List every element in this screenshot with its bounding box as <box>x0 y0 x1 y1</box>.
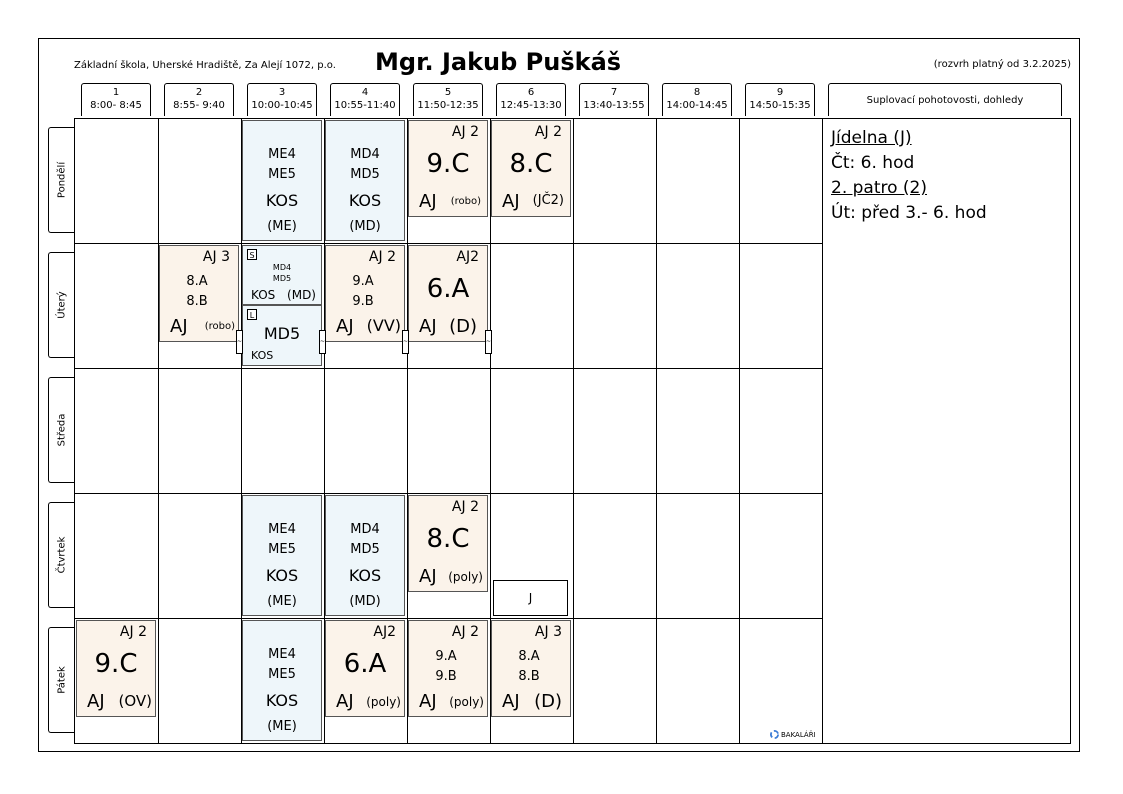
duty-slot-j[interactable]: J <box>493 580 568 616</box>
lesson-group-1: 8.A <box>186 274 208 289</box>
bakalari-logo-icon <box>770 730 779 739</box>
grid-line <box>656 119 657 743</box>
lesson-group: MD5 <box>263 324 301 343</box>
lesson-subject: AJ <box>502 191 520 212</box>
lesson-card[interactable] <box>408 620 488 717</box>
period-number: 8 <box>693 87 701 98</box>
day-header-thursday <box>48 502 74 608</box>
lesson-class: 9.C <box>94 649 138 679</box>
lesson-subject: AJ <box>419 191 437 212</box>
period-time: 12:45-13:30 <box>500 100 562 111</box>
period-header-2 <box>164 83 234 116</box>
lesson-teacher: (JČ2) <box>532 193 564 208</box>
grid-line <box>573 119 574 743</box>
lesson-group-2: MD5 <box>350 167 380 182</box>
drag-handle[interactable]: ~ <box>236 330 243 354</box>
lesson-group-2: 9.B <box>352 294 374 309</box>
grid-line <box>822 119 823 743</box>
period-time: 8:55- 9:40 <box>173 100 225 111</box>
lesson-card[interactable] <box>491 120 571 217</box>
lesson-card[interactable] <box>242 120 322 241</box>
lesson-class: 6.A <box>343 649 387 679</box>
lesson-room: AJ 2 <box>451 124 479 140</box>
lesson-room: AJ2 <box>456 249 479 265</box>
lesson-subject: AJ <box>419 691 437 712</box>
lesson-room: AJ 2 <box>451 624 479 640</box>
day-label: Úterý <box>56 291 67 319</box>
lesson-teacher: (robo) <box>450 196 481 207</box>
lesson-card[interactable] <box>325 620 405 717</box>
lesson-room: AJ 2 <box>451 499 479 515</box>
period-number: 4 <box>361 87 369 98</box>
lesson-room: AJ 2 <box>119 624 147 640</box>
period-number: 5 <box>444 87 452 98</box>
lesson-subject: KOS <box>265 691 299 710</box>
lesson-group-1: 8.A <box>518 649 540 664</box>
lesson-card[interactable] <box>76 620 156 717</box>
lesson-card-split[interactable] <box>242 245 322 305</box>
period-number: 3 <box>278 87 286 98</box>
drag-handle[interactable]: ~ <box>402 330 409 354</box>
day-header-tuesday <box>48 252 74 358</box>
period-number: 6 <box>527 87 535 98</box>
grid-line <box>75 243 822 244</box>
lesson-teacher: (MD) <box>349 594 381 609</box>
lesson-card[interactable] <box>325 245 405 342</box>
lesson-subject: AJ <box>87 691 105 712</box>
day-label: Čtvrtek <box>56 536 67 574</box>
lesson-card-split[interactable] <box>242 305 322 366</box>
period-time: 10:55-11:40 <box>334 100 396 111</box>
drag-handle[interactable]: ~ <box>485 330 492 354</box>
grid-line <box>158 119 159 743</box>
lesson-group-1: 9.A <box>435 649 457 664</box>
lesson-group-1: ME4 <box>268 647 296 662</box>
lesson-room: AJ 2 <box>368 249 396 265</box>
period-header-1 <box>81 83 151 116</box>
lesson-subject: KOS <box>251 349 274 362</box>
lesson-subject: AJ <box>170 316 188 337</box>
grid-line <box>739 119 740 743</box>
lesson-subject: KOS <box>265 566 299 585</box>
bakalari-logo <box>770 730 816 739</box>
lesson-room: AJ 3 <box>202 249 230 265</box>
lesson-subject: AJ <box>336 316 354 337</box>
lesson-room: AJ 3 <box>534 624 562 640</box>
lesson-subject: AJ <box>419 566 437 587</box>
lesson-subject: KOS <box>265 191 299 210</box>
lesson-teacher: (ME) <box>267 219 297 234</box>
lesson-card[interactable] <box>325 495 405 616</box>
lesson-subject: KOS <box>348 566 382 585</box>
split-tag-s: S <box>247 249 257 260</box>
lesson-teacher: (D) <box>534 691 562 712</box>
period-header-4 <box>330 83 400 116</box>
period-time: 10:00-10:45 <box>251 100 313 111</box>
lesson-group-1: MD4 <box>350 522 380 537</box>
lesson-card[interactable] <box>159 245 239 342</box>
duty-header: Suplovací pohotovosti, dohledy <box>828 83 1062 116</box>
duty-place-canteen: Jídelna (J) <box>831 128 912 148</box>
period-number: 1 <box>112 87 120 98</box>
lesson-card[interactable] <box>242 495 322 616</box>
lesson-group-2: 8.B <box>518 669 540 684</box>
school-name: Základní škola, Uherské Hradiště, Za Alejí 1072, p.o. <box>74 60 336 71</box>
lesson-card[interactable] <box>408 120 488 217</box>
lesson-teacher: (ME) <box>267 594 297 609</box>
day-header-monday <box>48 127 74 233</box>
lesson-class: 8.C <box>509 149 553 179</box>
grid-line <box>75 368 822 369</box>
lesson-teacher: (poly) <box>366 695 401 709</box>
day-header-wednesday <box>48 377 74 483</box>
day-label: Pondělí <box>56 161 67 199</box>
day-header-friday <box>48 627 74 733</box>
lesson-room: AJ 2 <box>534 124 562 140</box>
lesson-teacher: (D) <box>449 316 477 337</box>
lesson-card[interactable] <box>408 245 488 342</box>
lesson-group-1: MD4 <box>350 147 380 162</box>
period-number: 9 <box>776 87 784 98</box>
lesson-card[interactable] <box>491 620 571 717</box>
lesson-subject: KOS <box>251 288 276 302</box>
lesson-group-1: ME4 <box>268 147 296 162</box>
teacher-name: Mgr. Jakub Puškáš <box>375 48 622 76</box>
period-number: 7 <box>610 87 618 98</box>
duty-place-floor2: 2. patro (2) <box>831 178 927 198</box>
logo-text: BAKALÁŘI <box>781 730 816 739</box>
grid-line <box>75 618 822 619</box>
lesson-card[interactable] <box>408 495 488 592</box>
lesson-teacher: (VV) <box>366 316 401 335</box>
lesson-subject: AJ <box>502 691 520 712</box>
lesson-teacher: (MD) <box>349 219 381 234</box>
period-header-7 <box>579 83 649 116</box>
lesson-teacher: (robo) <box>204 321 235 332</box>
lesson-group-2: ME5 <box>268 167 296 182</box>
lesson-group-2: 9.B <box>435 669 457 684</box>
duty-time-floor2: Út: před 3.- 6. hod <box>831 203 987 223</box>
lesson-card[interactable] <box>242 620 322 741</box>
period-time: 13:40-13:55 <box>583 100 645 111</box>
lesson-subject: KOS <box>348 191 382 210</box>
period-time: 14:00-14:45 <box>666 100 728 111</box>
lesson-teacher: (ME) <box>267 719 297 734</box>
lesson-class: 9.C <box>426 149 470 179</box>
lesson-class: 8.C <box>426 524 470 554</box>
validity-note: (rozvrh platný od 3.2.2025) <box>933 59 1071 70</box>
period-number: 2 <box>195 87 203 98</box>
lesson-subject: AJ <box>336 691 354 712</box>
lesson-class: 6.A <box>426 274 470 304</box>
period-header-6 <box>496 83 566 116</box>
lesson-group-2: ME5 <box>268 667 296 682</box>
lesson-card[interactable] <box>325 120 405 241</box>
period-header-8 <box>662 83 732 116</box>
period-header-9 <box>745 83 815 116</box>
lesson-teacher: (poly) <box>449 695 484 709</box>
lesson-teacher: (OV) <box>118 692 152 710</box>
lesson-group-2: MD5 <box>272 274 292 283</box>
duty-panel <box>831 126 987 226</box>
period-header-5 <box>413 83 483 116</box>
lesson-teacher: (MD) <box>287 288 316 302</box>
day-label: Středa <box>56 413 67 447</box>
duty-time-canteen: Čt: 6. hod <box>831 153 915 173</box>
lesson-group-1: MD4 <box>272 263 292 272</box>
grid-line <box>75 493 822 494</box>
lesson-group-1: ME4 <box>268 522 296 537</box>
lesson-room: AJ2 <box>373 624 396 640</box>
lesson-group-2: 8.B <box>186 294 208 309</box>
lesson-group-2: ME5 <box>268 542 296 557</box>
period-time: 11:50-12:35 <box>417 100 479 111</box>
period-time: 8:00- 8:45 <box>90 100 142 111</box>
drag-handle[interactable]: ~ <box>319 330 326 354</box>
lesson-teacher: (poly) <box>448 570 483 584</box>
lesson-group-1: 9.A <box>352 274 374 289</box>
period-header-3 <box>247 83 317 116</box>
lesson-group-2: MD5 <box>350 542 380 557</box>
lesson-subject: AJ <box>419 316 437 337</box>
split-tag-l: L <box>247 309 257 320</box>
day-label: Pátek <box>56 666 67 694</box>
period-time: 14:50-15:35 <box>749 100 811 111</box>
